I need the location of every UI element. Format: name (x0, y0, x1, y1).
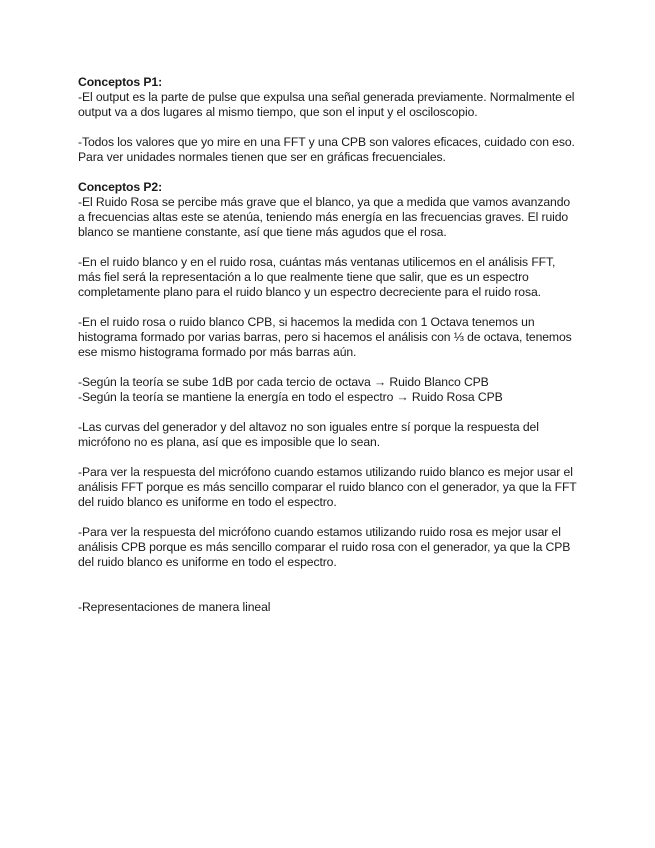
paragraph-spacer (78, 165, 578, 180)
paragraph-spacer (78, 240, 578, 255)
paragraph-cpb-octava: -En el ruido rosa o ruido blanco CPB, si hacemos la medida con 1 Octava tenemos un histograma formado por varias barras, pero si hacemos el análisis con ⅓ de octava, tenemos ese mismo histograma formado por más barras aún. (78, 315, 572, 359)
section-heading-p1: Conceptos P1: (78, 75, 163, 89)
paragraph-teoria-rosa: -Según la teoría se mantiene la energía en todo el espectro → Ruido Rosa CPB (78, 390, 503, 404)
paragraph-representaciones: -Representaciones de manera lineal (78, 600, 271, 614)
section-heading-p2: Conceptos P2: (78, 180, 163, 194)
document-body (78, 75, 578, 615)
paragraph-valores-eficaces: -Todos los valores que yo mire en una FFT y una CPB son valores eficaces, cuidado con eso. Para ver unidades normales tienen que ser en gráficas frecuenciales. (78, 135, 575, 164)
paragraph-spacer (78, 360, 578, 375)
paragraph-spacer (78, 570, 578, 600)
paragraph-ventanas-fft: -En el ruido blanco y en el ruido rosa, cuántas más ventanas utilicemos en el análisis FFT, más fiel será la representación a lo que realmente tiene que salir, que es un espectro completamente plano para el ruido blanco y un espectro decreciente para el ruido rosa. (78, 255, 556, 299)
paragraph-curvas: -Las curvas del generador y del altavoz no son iguales entre sí porque la respuesta del micrófono no es plana, así que es imposible que lo sean. (78, 420, 539, 449)
paragraph-spacer (78, 510, 578, 525)
paragraph-spacer (78, 450, 578, 465)
paragraph-microfono-blanco: -Para ver la respuesta del micrófono cuando estamos utilizando ruido blanco es mejor usar el análisis FFT porque es más sencillo comparar el ruido blanco con el generador, ya que la FFT del ruido blanco es uniforme en todo el espectro. (78, 465, 577, 509)
paragraph-teoria-blanco: -Según la teoría se sube 1dB por cada tercio de octava → Ruido Blanco CPB (78, 375, 489, 389)
paragraph-ruido-rosa: -El Ruido Rosa se percibe más grave que el blanco, ya que a medida que vamos avanzando a frecuencias altas este se atenúa, teniendo más energía en las frecuencias graves. El ruido blanco se mantiene constante, así que tiene más agudos que el rosa. (78, 195, 571, 239)
paragraph-spacer (78, 120, 578, 135)
paragraph-spacer (78, 300, 578, 315)
paragraph-microfono-rosa: -Para ver la respuesta del micrófono cuando estamos utilizando ruido rosa es mejor usar el análisis CPB porque es más sencillo comparar el ruido rosa con el generador, ya que la CPB del ruido blanco es uniforme en todo el espectro. (78, 525, 571, 569)
paragraph-output: -El output es la parte de pulse que expulsa una señal generada previamente. Normalmente el output va a dos lugares al mismo tiempo, que son el input y el osciloscopio. (78, 90, 575, 119)
paragraph-spacer (78, 405, 578, 420)
